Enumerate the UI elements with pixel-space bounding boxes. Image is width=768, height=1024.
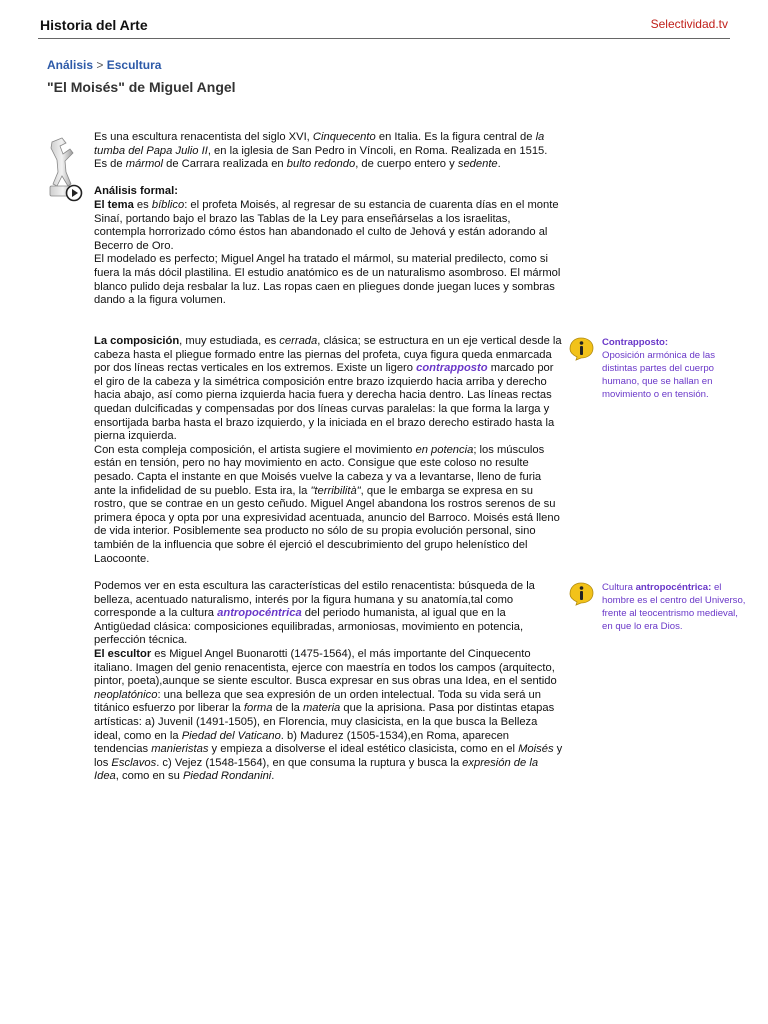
style-paragraph: Podemos ver en esta escultura las características del estilo renacentista: búsqueda de la belleza, acentuado naturalismo, interés por la figura humana y su anatomía,tal como corresponde a la cultura antropocéntrica del periodo humanista, al igual que en la Antigüedad clásica: composiciones equilibradas, armoniosas, movimiento en potencia, perfección técnica. [94,580,535,647]
contrapposto-keyword[interactable]: contrapposto [416,362,488,375]
page-title: "El Moisés" de Miguel Angel [47,79,236,95]
site-title: Historia del Arte [40,17,148,33]
intro-section [94,131,564,308]
material-paragraph: Es de mármol de Carrara realizada en bulto redondo, de cuerpo entero y sedente. [94,158,501,171]
page-header [38,14,730,39]
info-icon [568,337,594,361]
discobolus-statue-play-icon[interactable] [44,134,84,202]
composition-section [94,335,564,566]
movement-paragraph: Con esta compleja composición, el artista sugiere el movimiento en potencia; los músculos están en tensión, pero no hay movimiento en acto. Consigue que este coloso no resulte pesado. Capta el instante en que Moisés vuelve la cabeza y va a levantarse, lleno de furia ante la infidelidad de su pueblo. Esta ira, la "terribilità", que le embarga se expresa en su rostro, que se contrae en un gesto ceñudo. Miguel Angel abandona los rostros serenos de su primera época y opta por una expresividad acentuada, anuncio del Barroco. Moisés está lleno de vida interior. Posiblemente sea producto no sólo de su propia evolución personal, sino también de la influencia que sobre él ejerció el descubrimiento del grupo helenístico del Laocoonte. [94,443,560,565]
sculptor-paragraph: El escultor es Miguel Angel Buonarotti (1475-1564), el más importante del Cinquecento italiano. Imagen del genio renacentista, ejerce con maestría en todos los campos (arquitecto, pintor, poeta),aunque se siente escultor. Busca expresar en sus obras una Idea, en el sentido neoplatónico: una belleza que sea expresión de un orden intelectual. Toda su vida será un titánico esfuerzo por liberar la forma de la materia que la aprisiona. Pasa por distintas etapas artísticas: a) Juvenil (1491-1505), en Florencia, muy clasicista, en la que busca la Belleza ideal, como en la Piedad del Vaticano. b) Madurez (1505-1534),en Roma, aparecen tendencias manieristas y empieza a disolverse el ideal estético clasicista, como en el Moisés y los Esclavos. c) Vejez (1548-1564), en que consuma la ruptura y busca la expresión de la Idea, como en su Piedad Rondanini. [94,647,563,783]
note-text: Cultura antropocéntrica: el hombre es el centro del Universo, frente al teocentrismo medieval, en que lo era Dios. [602,582,746,632]
breadcrumb-escultura[interactable]: Escultura [106,58,162,72]
breadcrumb-analisis[interactable]: Análisis [47,58,94,72]
site-link[interactable]: Selectividad.tv [650,17,728,31]
composition-paragraph: La composición, muy estudiada, es cerrada, clásica; se estructura en un eje vertical desde la cabeza hasta el pliegue formado entre las piernas del profeta, cuya figura queda enmarcada por dos líneas rectas verticales en los extremos. Existe un ligero contrapposto marcado por el giro de la cabeza y la simétrica composición entre brazo izquierdo hacia arriba y derecho hacia abajo, así como pierna izquierda hacia fuera y derecha hacia dentro. Las líneas rectas quedan dulcificadas y compensadas por dos líneas curvas paralelas: la que forma la larga y ensortijada barba hasta el brazo izquierdo, y la iniciada en el brazo derecho estirado hasta la pierna izquierda. [94,335,562,443]
breadcrumb-separator: > [96,58,104,72]
antropocentrica-keyword[interactable]: antropocéntrica [217,607,302,620]
breadcrumb [47,58,161,72]
tema-paragraph: El tema es bíblico: el profeta Moisés, al regresar de su estancia de cuarenta días en el monte Sinaí, portando bajo el brazo las Tablas de la Ley para enseñárselas a los israelitas, contempla horrorizado cómo éstos han abandonado el culto de Jehová y están adorando al Becerro de Oro. [94,198,559,252]
formal-analysis-heading: Análisis formal: [94,185,178,198]
info-icon [568,582,594,606]
modelado-paragraph: El modelado es perfecto; Miguel Angel ha tratado el mármol, su material predilecto, como si fuera la más dócil plastilina. El estudio anatómico es de un naturalismo asombroso. El mármol blanco pulido deja resbalar la luz. Las ropas caen en pliegues donde juegan luces y sombras dando a la figura volumen. [94,253,561,307]
intro-paragraph: Es una escultura renacentista del siglo XVI, Cinquecento en Italia. Es la figura central de la tumba del Papa Julio II, en la iglesia de San Pedro in Víncoli, en Roma. Realizada en 1515. [94,131,548,157]
note-text: Contrapposto: Oposición armónica de las distintas partes del cuerpo humano, que se hallan en movimiento o en tensión. [602,337,716,400]
style-section [94,580,564,784]
